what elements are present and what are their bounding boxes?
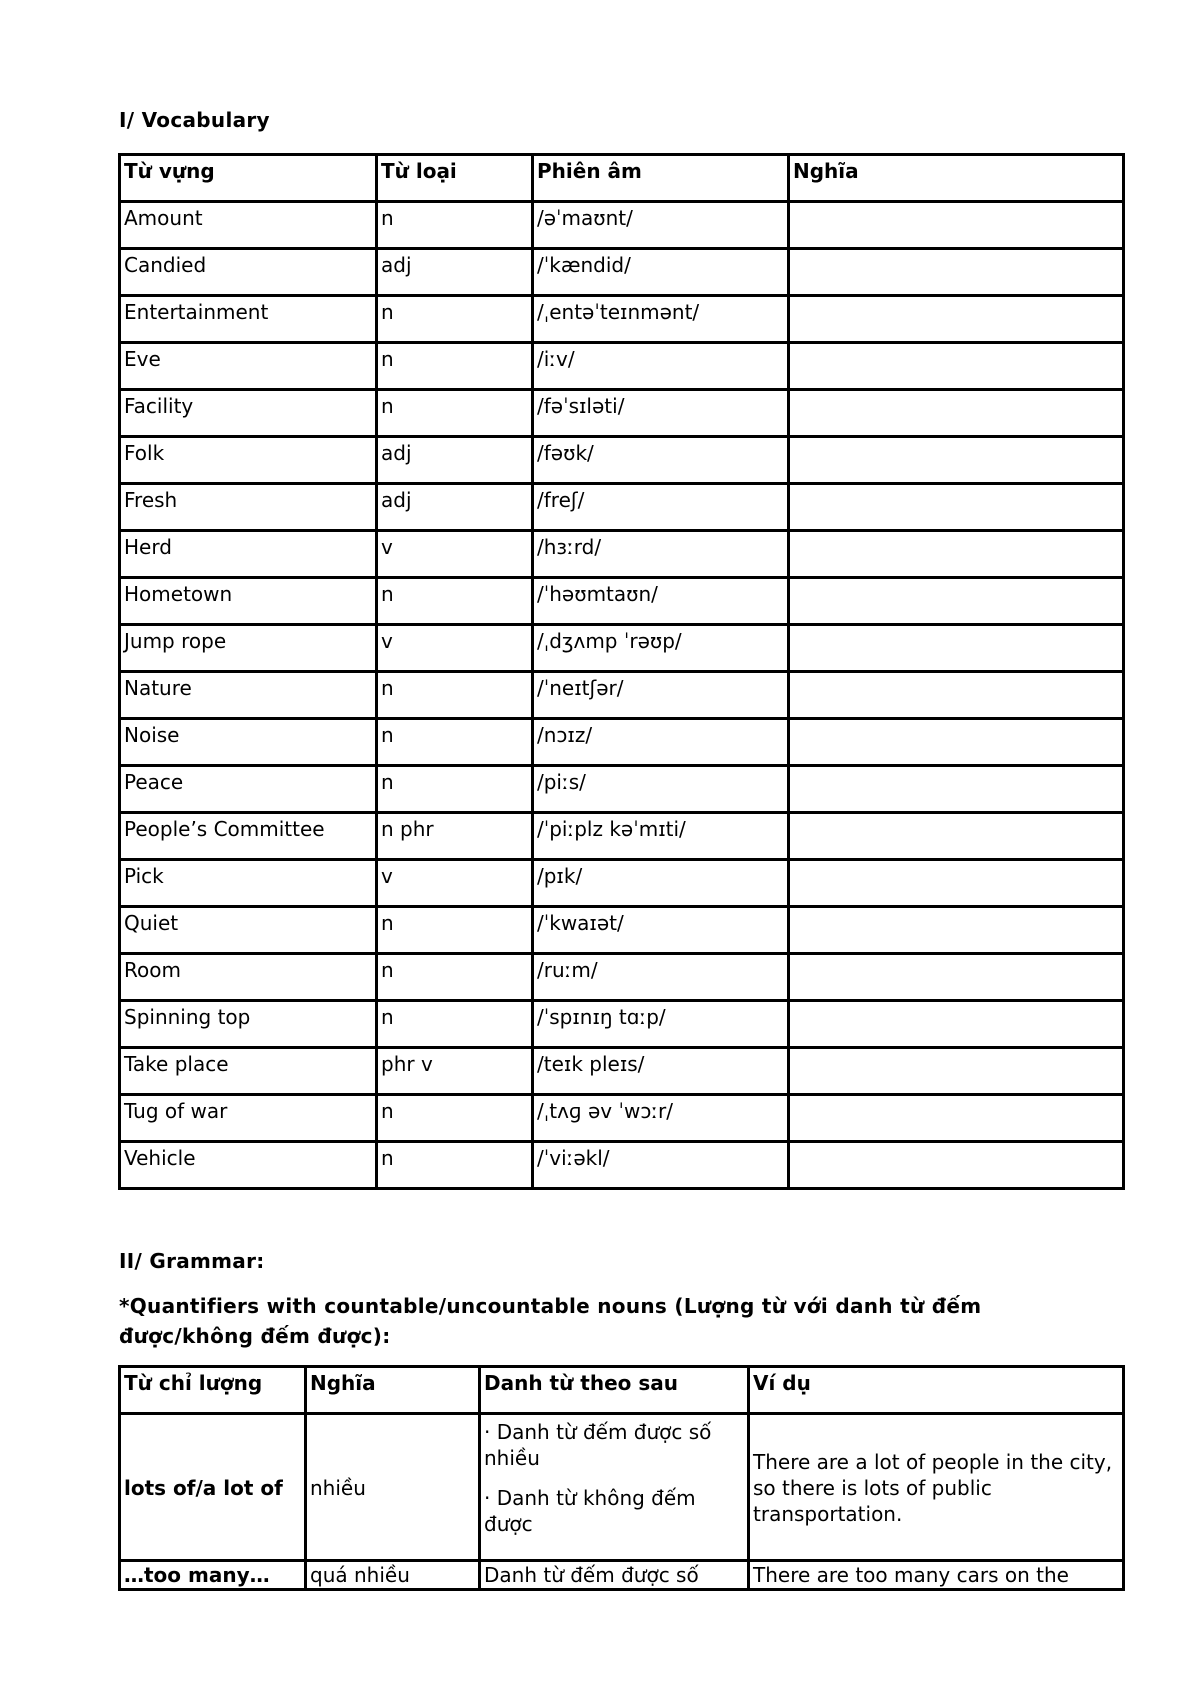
vocab-pos-cell: adj	[377, 484, 533, 531]
vocab-header-row	[120, 155, 1124, 202]
vocab-word-cell: Herd	[120, 531, 377, 578]
grammar-table	[118, 1365, 1125, 1591]
vocab-row	[120, 907, 1124, 954]
vocab-ipa-cell: /pɪk/	[533, 860, 789, 907]
vocab-word-cell: Room	[120, 954, 377, 1001]
vocab-word-cell: Amount	[120, 202, 377, 249]
vocab-row	[120, 1001, 1124, 1048]
vocab-word-cell: Quiet	[120, 907, 377, 954]
vocab-meaning-cell	[789, 860, 1124, 907]
vocab-header-word: Từ vựng	[120, 155, 377, 202]
vocab-word-cell: Eve	[120, 343, 377, 390]
grammar-heading: II/ Grammar:	[119, 1249, 265, 1273]
vocab-pos-cell: v	[377, 860, 533, 907]
vocab-meaning-cell	[789, 202, 1124, 249]
grammar-header-example: Ví dụ	[749, 1367, 1124, 1414]
vocab-ipa-cell: /ˌtʌɡ əv ˈwɔːr/	[533, 1095, 789, 1142]
vocab-pos-cell: n	[377, 296, 533, 343]
vocab-pos-cell: n	[377, 578, 533, 625]
grammar-header-quantifier: Từ chỉ lượng	[120, 1367, 306, 1414]
noun-type-item: · Danh từ đếm được số nhiều	[484, 1420, 712, 1470]
vocab-meaning-cell	[789, 1142, 1124, 1189]
vocab-meaning-cell	[789, 249, 1124, 296]
vocab-row	[120, 860, 1124, 907]
vocab-word-cell: Fresh	[120, 484, 377, 531]
vocab-word-cell: People’s Committee	[120, 813, 377, 860]
vocab-meaning-cell	[789, 672, 1124, 719]
following-nouns-cell	[480, 1414, 749, 1561]
vocab-pos-cell: n phr	[377, 813, 533, 860]
vocab-pos-cell: n	[377, 1095, 533, 1142]
vocab-meaning-cell	[789, 1095, 1124, 1142]
vocab-pos-cell: n	[377, 390, 533, 437]
vocab-pos-cell: v	[377, 531, 533, 578]
vocab-ipa-cell: /əˈmaʊnt/	[533, 202, 789, 249]
vocab-word-cell: Entertainment	[120, 296, 377, 343]
vocab-ipa-cell: /ˈhəʊmtaʊn/	[533, 578, 789, 625]
vocab-row	[120, 813, 1124, 860]
vocab-ipa-cell: /ˈkændid/	[533, 249, 789, 296]
vocab-row	[120, 578, 1124, 625]
vocab-meaning-cell	[789, 954, 1124, 1001]
vocab-pos-cell: n	[377, 1142, 533, 1189]
vocab-row	[120, 202, 1124, 249]
vocab-meaning-cell	[789, 719, 1124, 766]
vocab-pos-cell: n	[377, 719, 533, 766]
vocab-row	[120, 625, 1124, 672]
vocab-word-cell: Pick	[120, 860, 377, 907]
vocab-ipa-cell: /ˌdʒʌmp ˈrəʊp/	[533, 625, 789, 672]
vocab-meaning-cell	[789, 766, 1124, 813]
vocab-row	[120, 296, 1124, 343]
vocab-meaning-cell	[789, 578, 1124, 625]
grammar-header-meaning: Nghĩa	[306, 1367, 480, 1414]
vocab-word-cell: Hometown	[120, 578, 377, 625]
vocab-meaning-cell	[789, 296, 1124, 343]
vocab-meaning-cell	[789, 484, 1124, 531]
vocab-meaning-cell	[789, 625, 1124, 672]
quantifier-heading: *Quantifiers with countable/uncountable nouns (Lượng từ với danh từ đếm được/không đếm được):	[119, 1294, 982, 1348]
vocab-row	[120, 1142, 1124, 1189]
grammar-row-too-many	[120, 1561, 1124, 1590]
vocab-pos-cell: adj	[377, 249, 533, 296]
vocab-ipa-cell: /piːs/	[533, 766, 789, 813]
vocab-ipa-cell: /iːv/	[533, 343, 789, 390]
vocab-pos-cell: n	[377, 1001, 533, 1048]
vocab-word-cell: Spinning top	[120, 1001, 377, 1048]
following-nouns-cell: Danh từ đếm được số	[480, 1561, 749, 1590]
grammar-row-lots-of	[120, 1414, 1124, 1561]
vocab-row	[120, 390, 1124, 437]
vocab-row	[120, 437, 1124, 484]
vocab-pos-cell: n	[377, 907, 533, 954]
vocab-meaning-cell	[789, 343, 1124, 390]
vocab-word-cell: Tug of war	[120, 1095, 377, 1142]
vocab-heading: I/ Vocabulary	[119, 108, 270, 132]
vocab-word-cell: Vehicle	[120, 1142, 377, 1189]
vocab-meaning-cell	[789, 813, 1124, 860]
grammar-header-nouns: Danh từ theo sau	[480, 1367, 749, 1414]
vocab-row	[120, 1048, 1124, 1095]
vocab-pos-cell: v	[377, 625, 533, 672]
vocab-ipa-cell: /nɔɪz/	[533, 719, 789, 766]
vocab-header-ipa: Phiên âm	[533, 155, 789, 202]
vocab-ipa-cell: /ˈpiːplz kəˈmɪti/	[533, 813, 789, 860]
vocab-row	[120, 766, 1124, 813]
vocab-ipa-cell: /ˈkwaɪət/	[533, 907, 789, 954]
vocab-row	[120, 719, 1124, 766]
example-cell: There are a lot of people in the city, so there is lots of public transportation.	[749, 1414, 1124, 1561]
vocab-ipa-cell: /ˈneɪtʃər/	[533, 672, 789, 719]
vocab-word-cell: Jump rope	[120, 625, 377, 672]
vocab-meaning-cell	[789, 437, 1124, 484]
quantifier-cell: lots of/a lot of	[120, 1414, 306, 1561]
vocab-meaning-cell	[789, 907, 1124, 954]
vocab-ipa-cell: /fəʊk/	[533, 437, 789, 484]
vocab-word-cell: Facility	[120, 390, 377, 437]
vocab-pos-cell: n	[377, 954, 533, 1001]
vocab-ipa-cell: /ˌentəˈteɪnmənt/	[533, 296, 789, 343]
vocab-ipa-cell: /teɪk pleɪs/	[533, 1048, 789, 1095]
vocab-row	[120, 672, 1124, 719]
vocab-row	[120, 954, 1124, 1001]
grammar-header-row	[120, 1367, 1124, 1414]
vocab-meaning-cell	[789, 1001, 1124, 1048]
vocab-ipa-cell: /fəˈsɪləti/	[533, 390, 789, 437]
vocab-table	[118, 153, 1125, 1190]
vocab-word-cell: Peace	[120, 766, 377, 813]
noun-type-item: · Danh từ không đếm được	[484, 1486, 696, 1536]
vocab-ipa-cell: /ˈviːəkl/	[533, 1142, 789, 1189]
vocab-row	[120, 484, 1124, 531]
vocab-word-cell: Take place	[120, 1048, 377, 1095]
vocab-row	[120, 531, 1124, 578]
vocab-ipa-cell: /hɜːrd/	[533, 531, 789, 578]
vocab-pos-cell: phr v	[377, 1048, 533, 1095]
vocab-pos-cell: n	[377, 202, 533, 249]
vocab-meaning-cell	[789, 531, 1124, 578]
vocab-ipa-cell: /ruːm/	[533, 954, 789, 1001]
vocab-header-pos: Từ loại	[377, 155, 533, 202]
vocab-meaning-cell	[789, 390, 1124, 437]
vocab-row	[120, 343, 1124, 390]
vocab-row	[120, 1095, 1124, 1142]
vocab-word-cell: Folk	[120, 437, 377, 484]
vocab-meaning-cell	[789, 1048, 1124, 1095]
example-cell: There are too many cars on the	[749, 1561, 1124, 1590]
vocab-word-cell: Nature	[120, 672, 377, 719]
vocab-header-meaning: Nghĩa	[789, 155, 1124, 202]
vocab-pos-cell: n	[377, 343, 533, 390]
vocab-word-cell: Candied	[120, 249, 377, 296]
vocab-ipa-cell: /freʃ/	[533, 484, 789, 531]
vocab-row	[120, 249, 1124, 296]
quantifier-meaning-cell: nhiều	[306, 1414, 480, 1561]
vocab-word-cell: Noise	[120, 719, 377, 766]
vocab-ipa-cell: /ˈspɪnɪŋ tɑːp/	[533, 1001, 789, 1048]
quantifier-cell: …too many…	[120, 1561, 306, 1590]
quantifier-meaning-cell: quá nhiều	[306, 1561, 480, 1590]
vocab-pos-cell: adj	[377, 437, 533, 484]
vocab-pos-cell: n	[377, 672, 533, 719]
vocab-pos-cell: n	[377, 766, 533, 813]
